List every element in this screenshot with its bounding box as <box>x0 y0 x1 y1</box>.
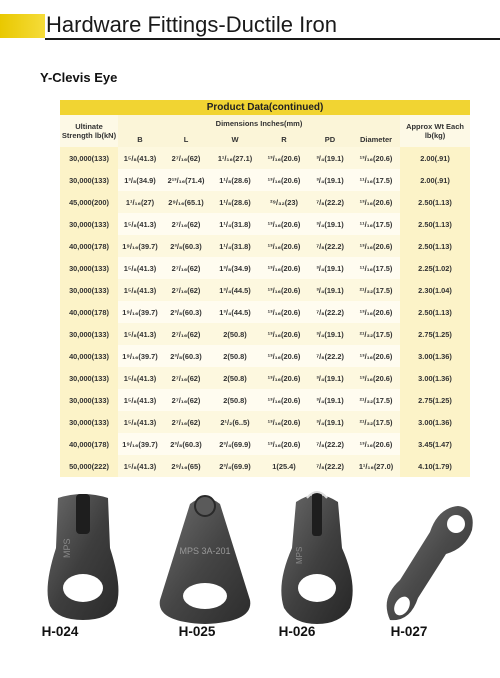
table-band-title: Product Data(continued) <box>60 100 470 115</box>
product-image-h024 <box>28 488 138 628</box>
table-cell: 1⁹/₁₆(39.7) <box>118 345 162 367</box>
cast-mark: MPS <box>295 546 304 564</box>
table-body <box>60 147 470 477</box>
title-accent-bar <box>0 14 45 38</box>
table-cell: ³/₄(19.1) <box>308 389 352 411</box>
table-cell: 2⁹/₁₆(65.1) <box>162 191 210 213</box>
table-cell: ¹³/₁₆(20.6) <box>260 323 308 345</box>
table-cell: ¹³/₁₆(20.6) <box>260 147 308 169</box>
table-cell: 2³/₄(69.9) <box>210 455 260 477</box>
product-code-h027: H-027 <box>390 624 428 639</box>
table-row <box>60 455 470 477</box>
table-cell: ⁷/₈(22.2) <box>308 455 352 477</box>
table-cell: 2⁷/₁₆(62) <box>162 323 210 345</box>
table-cell: 1⁹/₁₆(39.7) <box>118 235 162 257</box>
table-cell: ²¹/₃₂(17.5) <box>352 411 400 433</box>
table-cell: 2³/₈(60.3) <box>162 433 210 455</box>
table-cell: ¹³/₁₆(20.6) <box>352 147 400 169</box>
table-cell: ¹³/₁₆(20.6) <box>260 433 308 455</box>
subheader-cell: R <box>260 132 308 147</box>
table-cell: 1¹/₁₆(27) <box>118 191 162 213</box>
table-cell: 2⁷/₁₆(62) <box>162 147 210 169</box>
table-cell: ¹³/₁₆(20.6) <box>260 279 308 301</box>
y-clevis-eye-icon <box>28 488 138 628</box>
table-cell: 2.50(1.13) <box>400 191 470 213</box>
table-cell: 2.25(1.02) <box>400 257 470 279</box>
table-cell: ¹³/₁₆(20.6) <box>260 235 308 257</box>
title-underline <box>45 38 500 40</box>
table-cell: ²¹/₃₂(17.5) <box>352 279 400 301</box>
table-cell: 1⁹/₁₆(39.7) <box>118 433 162 455</box>
table-row <box>60 147 470 169</box>
table-cell: 4.10(1.79) <box>400 455 470 477</box>
table-cell: ⁷/₈(22.2) <box>308 301 352 323</box>
table-cell: 1³/₈(34.9) <box>118 169 162 191</box>
product-code-h024: H-024 <box>41 624 79 639</box>
table-row <box>60 257 470 279</box>
product-image-h026 <box>262 488 372 628</box>
table-cell: ²⁹/₃₂(23) <box>260 191 308 213</box>
table-cell: ¹³/₁₆(20.6) <box>260 169 308 191</box>
subheader-cell: Diameter <box>352 132 400 147</box>
table-cell: ⁷/₈(22.2) <box>308 235 352 257</box>
table-cell: ⁷/₈(22.2) <box>308 433 352 455</box>
table-cell: 45,000(200) <box>60 191 118 213</box>
table-row <box>60 389 470 411</box>
table-cell: 30,000(133) <box>60 323 118 345</box>
table-row <box>60 213 470 235</box>
table-cell: ¹³/₁₆(20.6) <box>260 411 308 433</box>
table-cell: 2⁷/₁₆(62) <box>162 367 210 389</box>
table-cell: ³/₄(19.1) <box>308 279 352 301</box>
table-row <box>60 235 470 257</box>
page-title: Hardware Fittings-Ductile Iron <box>46 12 337 37</box>
product-image-h027 <box>370 488 480 628</box>
table-cell: 1⁵/₈(41.3) <box>118 323 162 345</box>
table-cell: 1⁵/₈(41.3) <box>118 455 162 477</box>
product-code-h026: H-026 <box>278 624 316 639</box>
header-dimensions: Dimensions Inches(mm) <box>118 115 400 132</box>
table-cell: ³/₄(19.1) <box>308 367 352 389</box>
table-cell: ¹¹/₁₆(17.5) <box>352 257 400 279</box>
table-cell: 1³/₄(44.5) <box>210 301 260 323</box>
product-code-h025: H-025 <box>178 624 216 639</box>
table-cell: 2⁹/₁₆(65) <box>162 455 210 477</box>
table-cell: ²¹/₃₂(17.5) <box>352 389 400 411</box>
table-cell: 1⁵/₈(41.3) <box>118 367 162 389</box>
table-cell: 30,000(133) <box>60 411 118 433</box>
table-cell: 2³/₄(69.9) <box>210 433 260 455</box>
table-row <box>60 367 470 389</box>
table-cell: ³/₄(19.1) <box>308 169 352 191</box>
table-cell: ²¹/₃₂(17.5) <box>352 323 400 345</box>
table-cell: ³/₄(19.1) <box>308 257 352 279</box>
table-cell: 1³/₈(34.9) <box>210 257 260 279</box>
table-cell: 2⁷/₁₆(62) <box>162 411 210 433</box>
table-row <box>60 191 470 213</box>
table-cell: 2(50.8) <box>210 367 260 389</box>
subheader-cell: W <box>210 132 260 147</box>
table-cell: 3.45(1.47) <box>400 433 470 455</box>
table-cell: 2.75(1.25) <box>400 323 470 345</box>
product-data-table <box>60 100 470 477</box>
table-cell: 1¹/₄(31.8) <box>210 213 260 235</box>
table-cell: ¹³/₁₆(20.6) <box>260 301 308 323</box>
table-cell: ¹¹/₁₆(17.5) <box>352 169 400 191</box>
y-clevis-eye-icon <box>262 488 372 628</box>
table-cell: 30,000(133) <box>60 389 118 411</box>
table-cell: 3.00(1.36) <box>400 345 470 367</box>
section-subtitle: Y-Clevis Eye <box>40 70 118 85</box>
product-image-h025 <box>150 488 260 628</box>
table-cell: 1⁵/₈(41.3) <box>118 411 162 433</box>
table-cell: 2.00(.91) <box>400 169 470 191</box>
table-cell: 40,000(178) <box>60 235 118 257</box>
table-cell: 2.50(1.13) <box>400 213 470 235</box>
subheader-cell: B <box>118 132 162 147</box>
table-cell: 1¹/₈(28.6) <box>210 191 260 213</box>
table-row <box>60 279 470 301</box>
subheader-cell: L <box>162 132 210 147</box>
table-cell: 30,000(133) <box>60 257 118 279</box>
table-cell: 1¹/₁₆(27.1) <box>210 147 260 169</box>
header-ultimate-strength: Ultinate Strength lb(kN) <box>60 115 118 147</box>
table-cell: ³/₄(19.1) <box>308 323 352 345</box>
table-cell: 1⁵/₈(41.3) <box>118 213 162 235</box>
table-cell: ¹¹/₁₆(17.5) <box>352 213 400 235</box>
table-cell: 3.00(1.36) <box>400 367 470 389</box>
table-cell: 2.50(1.13) <box>400 235 470 257</box>
table-cell: ⁷/₈(22.2) <box>308 191 352 213</box>
table-cell: 2(50.8) <box>210 345 260 367</box>
table-cell: 2⁷/₁₆(62) <box>162 279 210 301</box>
table-cell: 2.00(.91) <box>400 147 470 169</box>
table-cell: ¹³/₁₆(20.6) <box>352 367 400 389</box>
title-bar <box>0 0 500 45</box>
product-images <box>0 488 500 678</box>
table-cell: 1¹/₁₆(27.0) <box>352 455 400 477</box>
table-cell: ¹³/₁₆(20.6) <box>352 191 400 213</box>
table-row <box>60 323 470 345</box>
table-cell: 2.30(1.04) <box>400 279 470 301</box>
table-cell: 30,000(133) <box>60 213 118 235</box>
table-cell: 40,000(178) <box>60 433 118 455</box>
table-cell: ¹³/₁₆(20.6) <box>352 301 400 323</box>
cast-mark: MPS <box>62 538 72 558</box>
table-cell: 30,000(133) <box>60 367 118 389</box>
cast-mark: MPS 3A-201 <box>179 546 231 556</box>
table-row <box>60 301 470 323</box>
table-cell: ¹³/₁₆(20.6) <box>260 213 308 235</box>
product-data-table-wrapper <box>60 100 470 477</box>
table-cell: 2⁷/₁₆(62) <box>162 389 210 411</box>
table-cell: 2(50.8) <box>210 389 260 411</box>
table-cell: 2¹/₂(6..5) <box>210 411 260 433</box>
table-cell: 1⁹/₁₆(39.7) <box>118 301 162 323</box>
table-cell: 30,000(133) <box>60 279 118 301</box>
table-row <box>60 345 470 367</box>
table-cell: 2.50(1.13) <box>400 301 470 323</box>
table-cell: 2³/₈(60.3) <box>162 345 210 367</box>
table-cell: 1¹/₈(28.6) <box>210 169 260 191</box>
table-cell: ¹³/₁₆(20.6) <box>352 235 400 257</box>
subheader-cell: PD <box>308 132 352 147</box>
table-cell: 2³/₈(60.3) <box>162 301 210 323</box>
table-cell: 1⁵/₈(41.3) <box>118 389 162 411</box>
table-cell: 2¹³/₁₆(71.4) <box>162 169 210 191</box>
table-cell: ¹³/₁₆(20.6) <box>260 345 308 367</box>
table-cell: 2(50.8) <box>210 323 260 345</box>
table-cell: ¹³/₁₆(20.6) <box>352 345 400 367</box>
table-row <box>60 411 470 433</box>
table-cell: 2.75(1.25) <box>400 389 470 411</box>
table-cell: 40,000(178) <box>60 301 118 323</box>
table-cell: 40,000(133) <box>60 345 118 367</box>
table-cell: ³/₄(19.1) <box>308 147 352 169</box>
table-cell: ¹³/₁₆(20.6) <box>260 389 308 411</box>
table-cell: ¹³/₁₆(20.6) <box>260 257 308 279</box>
table-cell: 2⁷/₁₆(62) <box>162 213 210 235</box>
table-cell: 1⁵/₈(41.3) <box>118 257 162 279</box>
table-cell: ¹³/₁₆(20.6) <box>352 433 400 455</box>
table-cell: 1⁵/₈(41.3) <box>118 147 162 169</box>
header-approx-weight: Approx Wt Each lb(kg) <box>400 115 470 147</box>
table-cell: ¹³/₁₆(20.6) <box>260 367 308 389</box>
table-row <box>60 433 470 455</box>
table-cell: 30,000(133) <box>60 169 118 191</box>
table-cell: 1(25.4) <box>260 455 308 477</box>
table-cell: 1⁵/₈(41.3) <box>118 279 162 301</box>
table-cell: 2³/₈(60.3) <box>162 235 210 257</box>
y-clevis-eye-icon <box>150 488 260 628</box>
table-cell: 30,000(133) <box>60 147 118 169</box>
table-cell: 1¹/₄(31.8) <box>210 235 260 257</box>
twisted-clevis-eye-icon <box>370 488 480 628</box>
table-cell: 2⁷/₁₆(62) <box>162 257 210 279</box>
table-cell: ³/₄(19.1) <box>308 213 352 235</box>
table-cell: 3.00(1.36) <box>400 411 470 433</box>
table-cell: ³/₄(19.1) <box>308 411 352 433</box>
table-cell: ⁷/₈(22.2) <box>308 345 352 367</box>
table-cell: 50,000(222) <box>60 455 118 477</box>
table-row <box>60 169 470 191</box>
table-cell: 1³/₄(44.5) <box>210 279 260 301</box>
